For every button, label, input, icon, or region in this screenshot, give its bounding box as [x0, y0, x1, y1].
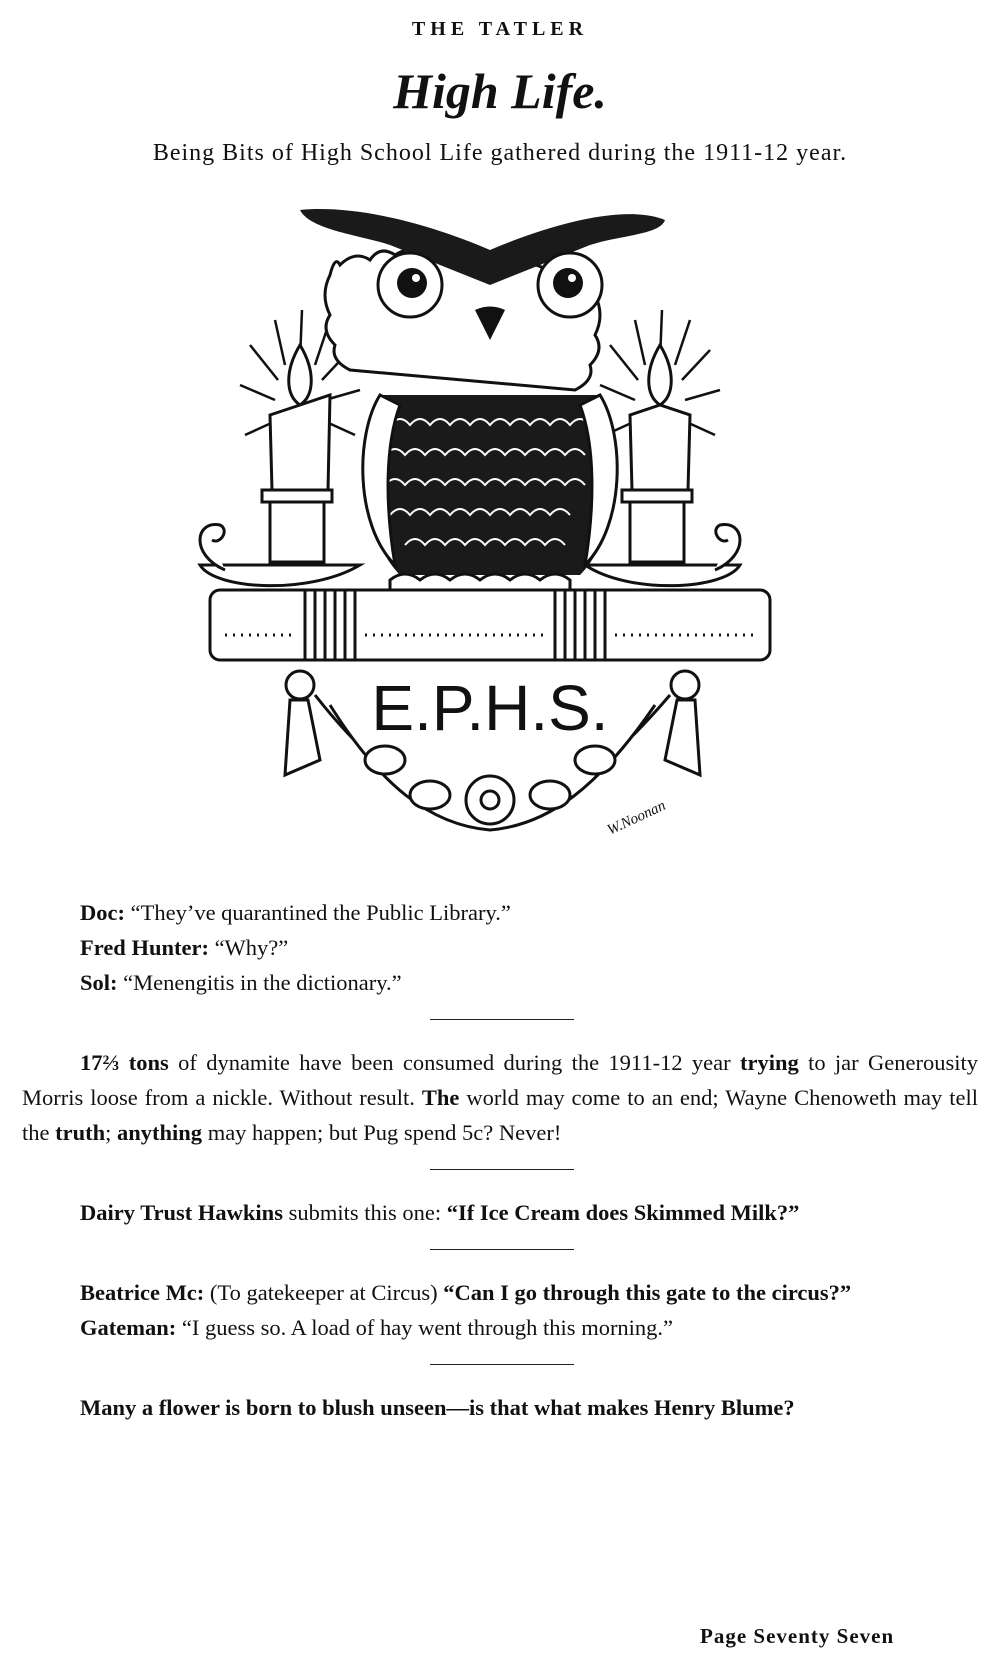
dynamite-bold-3: truth: [55, 1120, 106, 1145]
flower-text: Many a flower is born to blush unseen—is that what makes Henry Blume?: [80, 1395, 795, 1420]
circus-aside: (To gatekeeper at Circus): [204, 1280, 444, 1305]
circus-quote: “Can I go through this gate to the circus?”: [443, 1280, 852, 1305]
speaker-doc: Doc:: [80, 900, 125, 925]
speaker-gateman: Gateman:: [80, 1315, 177, 1340]
dynamite-text-2: to jar Generousity Morris loose from a nickle. Without result.: [22, 1050, 978, 1110]
section-divider: [430, 1364, 574, 1365]
item-dynamite: [22, 1045, 978, 1150]
gateman-quote: “I guess so. A load of hay went through this morning.”: [176, 1315, 674, 1340]
dairy-text: submits this one:: [282, 1200, 447, 1225]
section-divider: [430, 1019, 574, 1020]
page-number: Page Seventy Seven: [700, 1624, 895, 1648]
publication-header: THE TATLER: [411, 18, 589, 40]
dynamite-text-3: world may come to an end; Wayne Chenoweth may tell the: [22, 1085, 978, 1145]
left-candle-icon: [200, 345, 360, 586]
emblem-initials: E.P.H.S.: [371, 672, 609, 744]
dynamite-text-4: ;: [105, 1120, 118, 1145]
dynamite-bold-1: trying: [739, 1050, 799, 1075]
quote-doc: “They’ve quarantined the Public Library.”: [130, 900, 511, 925]
owl-emblem-illustration: [190, 205, 790, 885]
dynamite-bold-2: The: [421, 1085, 460, 1110]
item-flower: [22, 1390, 978, 1425]
dynamite-lead: 17⅔ tons: [80, 1050, 169, 1075]
dairy-quote: “If Ice Cream does Skimmed Milk?”: [446, 1200, 800, 1225]
dynamite-text-1: of dynamite have been consumed during the 1911-12 year: [168, 1050, 740, 1075]
page-title: High Life.: [393, 63, 607, 119]
page-content: [22, 895, 978, 1425]
page-subtitle: Being Bits of High School Life gathered during the 1911-12 year.: [152, 140, 848, 166]
artist-signature: W.Noonan: [604, 797, 669, 839]
speaker-sol: Sol:: [80, 970, 118, 995]
speaker-fred-hunter: Fred Hunter:: [80, 935, 209, 960]
item-circus: [22, 1275, 978, 1345]
quote-fred-hunter: “Why?”: [214, 935, 289, 960]
item-dairy-trust: [22, 1195, 978, 1230]
section-divider: [430, 1169, 574, 1170]
owl-icon: [300, 209, 665, 590]
item-library-joke: [22, 895, 978, 1000]
speaker-dairy-trust: Dairy Trust Hawkins: [80, 1200, 283, 1225]
dynamite-bold-4: anything: [117, 1120, 203, 1145]
diploma-scroll-icon: [210, 590, 770, 660]
dynamite-text-5: may happen; but Pug spend 5c? Never!: [202, 1120, 562, 1145]
speaker-beatrice: Beatrice Mc:: [80, 1280, 205, 1305]
quote-sol: “Menengitis in the dictionary.”: [123, 970, 402, 995]
section-divider: [430, 1249, 574, 1250]
